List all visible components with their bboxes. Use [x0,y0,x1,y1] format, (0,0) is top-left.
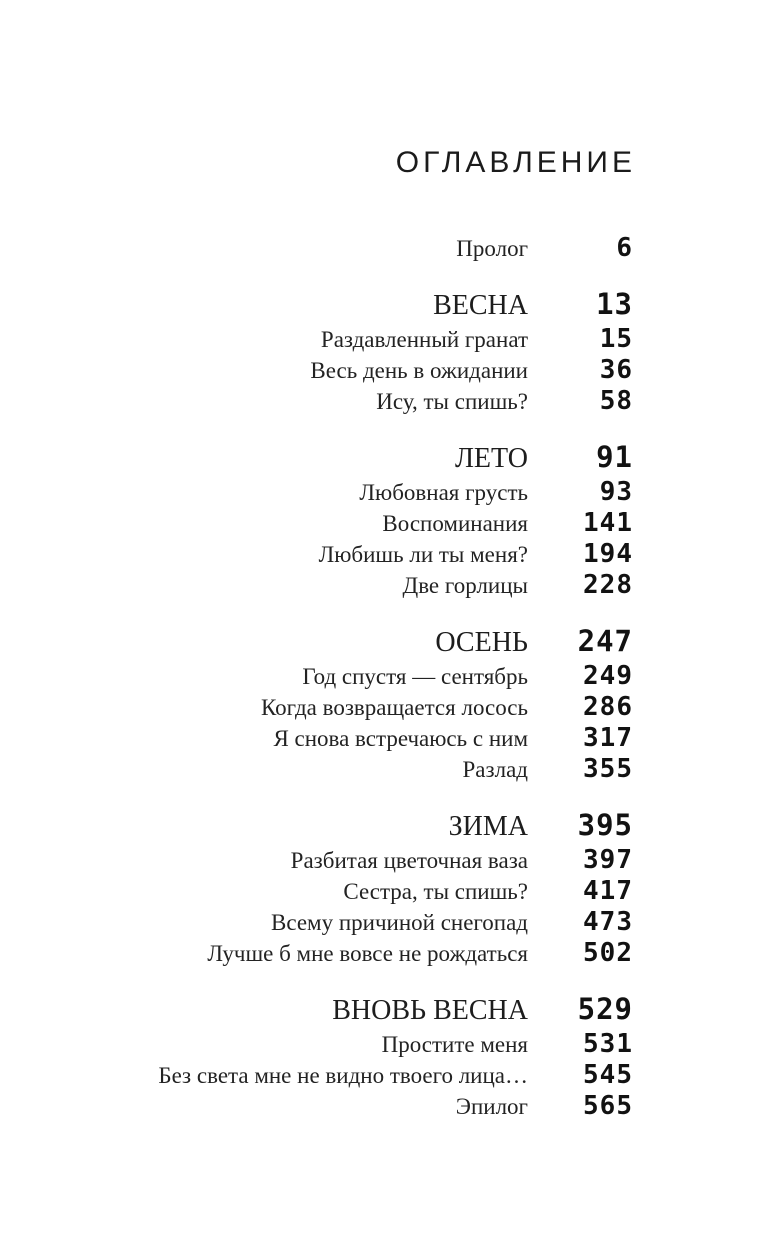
toc-section-osen [80,623,632,785]
section-heading-label: ЛЕТО [454,443,528,474]
toc-entry [80,876,632,907]
toc-entry [80,477,632,508]
entry-label: Без света мне не видно твоего лица… [158,1063,528,1088]
toc-entry [80,661,632,692]
entry-page-number: 15 [599,324,633,354]
entry-page-number: 141 [583,508,633,538]
toc-entry [80,754,632,785]
toc-entry [80,570,632,601]
toc-entry [80,1060,632,1091]
entry-label: Год спустя — сентябрь [302,664,528,689]
section-page-number: 529 [577,992,633,1026]
entry-page-number: 249 [583,661,633,691]
table-of-contents [80,0,636,1122]
toc-section-heading [80,439,632,477]
toc-entry [80,1029,632,1060]
entry-page-number: 36 [599,355,633,385]
entry-label: Воспоминания [382,511,528,536]
toc-entry [80,508,632,539]
toc-section-zima [80,807,632,969]
entry-page-number: 58 [599,386,633,416]
toc-entry [80,723,632,754]
entry-page-number: 545 [583,1060,633,1090]
toc-entry-prologue [80,233,632,264]
entry-page-number: 228 [583,570,633,600]
section-heading-label: ВЕСНА [433,290,528,321]
entry-label: Ису, ты спишь? [376,389,528,414]
section-page-number: 247 [577,624,633,658]
section-page-number: 395 [577,808,633,842]
toc-section-vnov-vesna [80,991,632,1122]
toc-entry [80,938,632,969]
entry-label: Лучше б мне вовсе не рождаться [207,941,528,966]
entry-page-number: 355 [583,754,633,784]
toc-entry [80,907,632,938]
section-page-number: 91 [596,440,633,474]
entry-page-number: 502 [583,938,633,968]
entry-label: Когда возвращается лосось [260,695,528,720]
entry-page-number: 397 [583,845,633,875]
entry-label: Две горлицы [402,573,528,598]
entry-page-number: 6 [616,233,633,263]
entry-label: Простите меня [381,1032,528,1057]
toc-section-vesna [80,286,632,417]
entry-page-number: 473 [583,907,633,937]
entry-label: Эпилог [455,1094,528,1119]
toc-section-heading [80,807,632,845]
page-title: ОГЛАВЛЕНИЕ [395,146,636,179]
toc-entry [80,1091,632,1122]
entry-page-number: 317 [583,723,633,753]
entry-label: Разбитая цветочная ваза [290,848,528,873]
entry-label: Любовная грусть [359,480,528,505]
entry-label: Разлад [462,757,528,782]
toc-entry [80,692,632,723]
section-heading-label: ЗИМА [448,811,528,842]
section-heading-label: ОСЕНЬ [435,627,528,658]
entry-label: Я снова встречаюсь с ним [273,726,528,751]
toc-section-leto [80,439,632,601]
entry-page-number: 531 [583,1029,633,1059]
entry-page-number: 194 [583,539,633,569]
toc-entry [80,355,632,386]
entry-page-number: 93 [599,477,633,507]
entry-page-number: 565 [583,1091,633,1121]
section-page-number: 13 [596,287,633,321]
toc-entry [80,539,632,570]
toc-section-heading [80,623,632,661]
entry-page-number: 417 [583,876,633,906]
entry-label: Весь день в ожидании [310,358,528,383]
entry-page-number: 286 [583,692,633,722]
toc-entry [80,845,632,876]
toc-section-heading [80,286,632,324]
section-heading-label: ВНОВЬ ВЕСНА [332,995,528,1026]
toc-section-heading [80,991,632,1029]
entry-label: Раздавленный гранат [320,327,528,352]
toc-entry [80,386,632,417]
entry-label: Пролог [456,236,528,261]
entry-label: Сестра, ты спишь? [343,879,528,904]
toc-entry [80,324,632,355]
entry-label: Любишь ли ты меня? [318,542,528,567]
entry-label: Всему причиной снегопад [270,910,528,935]
